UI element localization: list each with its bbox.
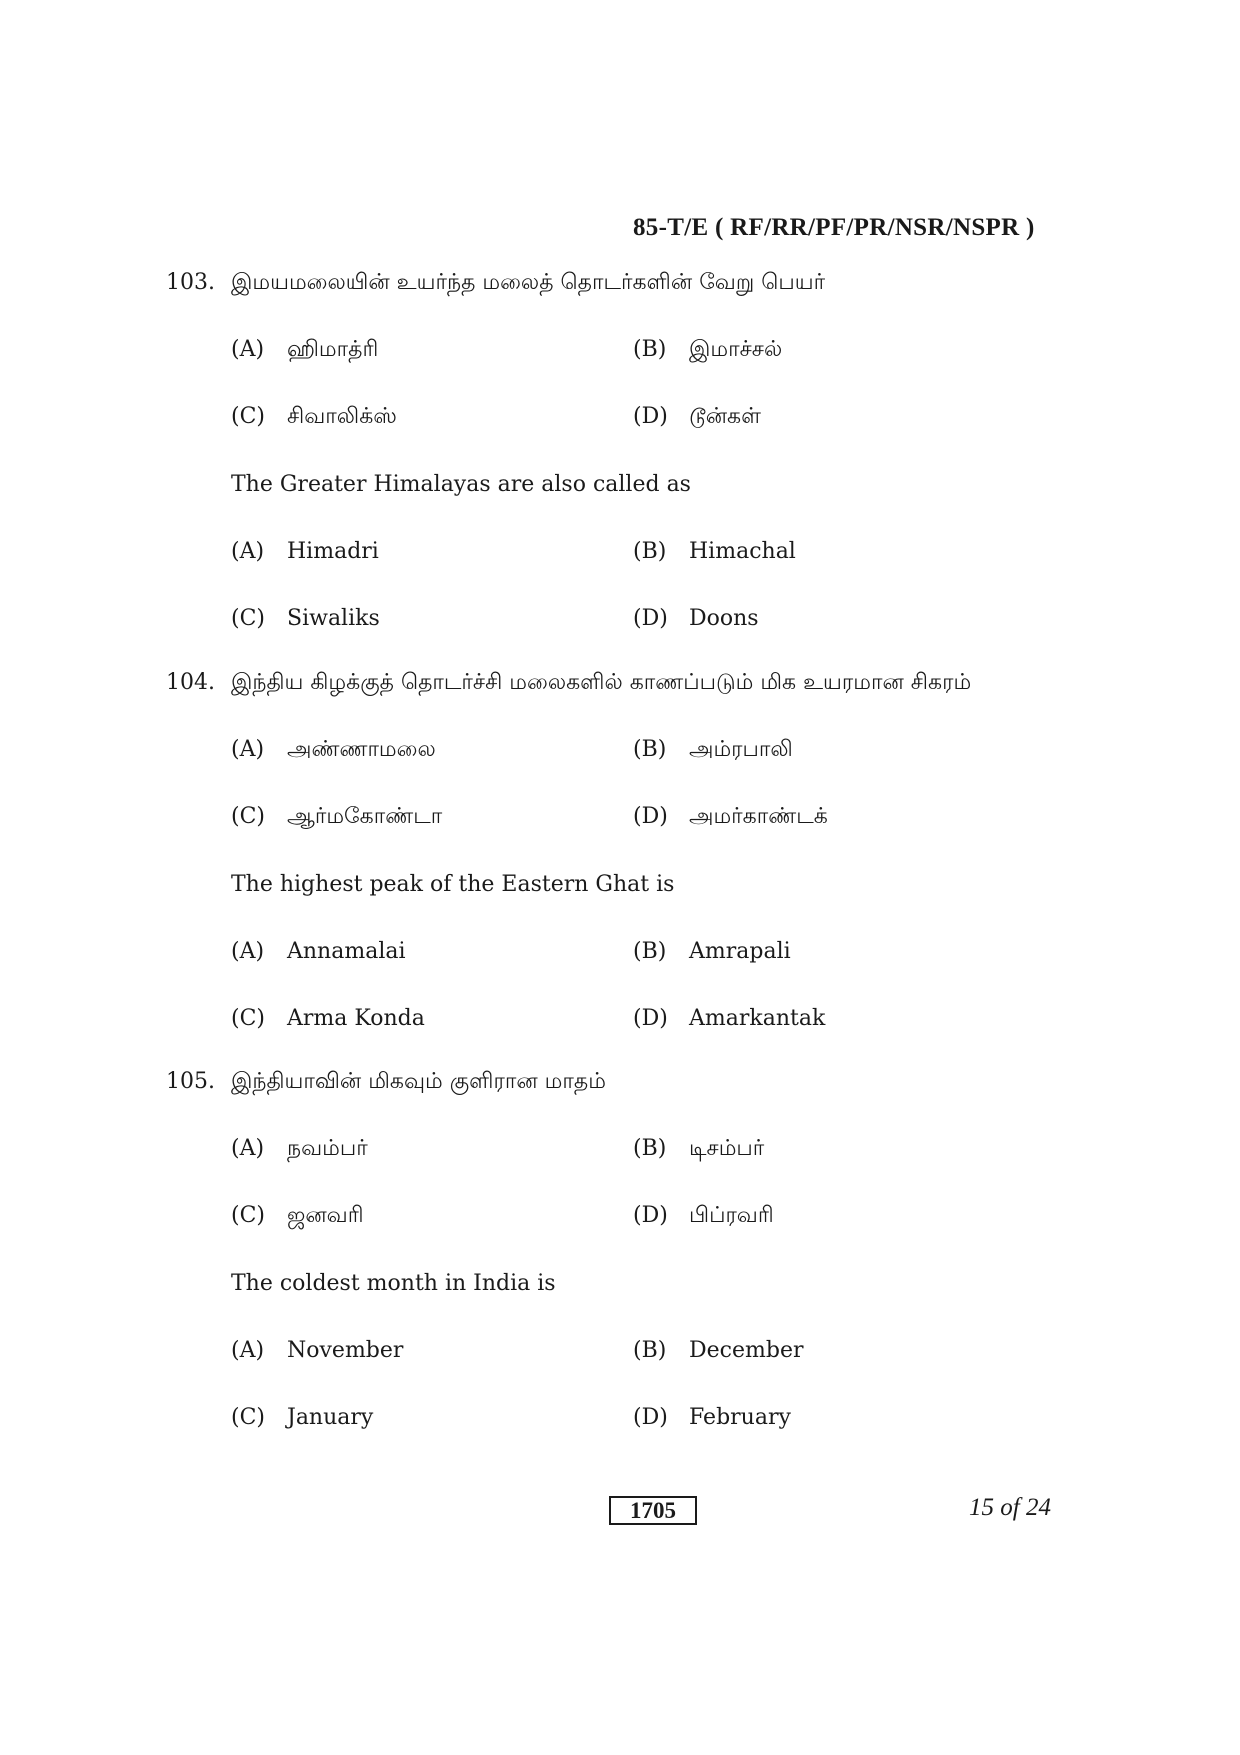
question-text-english: The Greater Himalayas are also called as <box>231 472 691 497</box>
option-text-english: Amarkantak <box>689 1006 826 1031</box>
option-label: (C) <box>231 1405 265 1430</box>
option-text-english: Himadri <box>287 539 379 564</box>
option-text-tamil: டிசம்பர் <box>689 1136 765 1161</box>
question-text-english: The highest peak of the Eastern Ghat is <box>231 872 675 897</box>
paper-code: 85-T/E ( RF/RR/PF/PR/NSR/NSPR ) <box>633 214 1035 241</box>
question-number: 104. <box>166 670 215 695</box>
option-text-tamil: பிப்ரவரி <box>689 1203 774 1228</box>
option-text-tamil: ஜனவரி <box>287 1203 364 1228</box>
option-label: (C) <box>231 804 265 829</box>
option-text-tamil: அமர்காண்டக் <box>689 804 828 829</box>
option-text-tamil: அண்ணாமலை <box>287 737 436 762</box>
question-text-tamil: இந்திய கிழக்குத் தொடர்ச்சி மலைகளில் காணப்படும் மிக உயரமான சிகரம் <box>231 670 972 695</box>
option-label: (D) <box>633 804 668 829</box>
option-label: (D) <box>633 1006 668 1031</box>
option-label: (A) <box>231 539 265 564</box>
option-text-english: Amrapali <box>689 939 791 964</box>
option-text-tamil: டூன்கள் <box>689 404 761 429</box>
option-text-english: Annamalai <box>287 939 406 964</box>
option-text-english: Arma Konda <box>287 1006 425 1031</box>
option-text-tamil: சிவாலிக்ஸ் <box>287 404 397 429</box>
option-label: (D) <box>633 1405 668 1430</box>
option-text-english: December <box>689 1338 804 1363</box>
question-text-tamil: இந்தியாவின் மிகவும் குளிரான மாதம் <box>231 1069 606 1094</box>
option-label: (B) <box>633 337 667 362</box>
option-text-english: November <box>287 1338 404 1363</box>
option-label: (A) <box>231 1136 265 1161</box>
option-text-tamil: நவம்பர் <box>287 1136 368 1161</box>
option-text-english: Doons <box>689 606 759 631</box>
question-text-english: The coldest month in India is <box>231 1271 556 1296</box>
booklet-code: 1705 <box>609 1496 697 1525</box>
option-label: (C) <box>231 1006 265 1031</box>
option-text-english: Siwaliks <box>287 606 380 631</box>
question-number: 103. <box>166 270 215 295</box>
option-label: (B) <box>633 1136 667 1161</box>
option-label: (D) <box>633 606 668 631</box>
option-label: (B) <box>633 539 667 564</box>
option-label: (D) <box>633 1203 668 1228</box>
option-label: (B) <box>633 939 667 964</box>
option-label: (A) <box>231 939 265 964</box>
option-text-tamil: அம்ரபாலி <box>689 737 793 762</box>
option-text-tamil: ஆர்மகோண்டா <box>287 804 443 829</box>
question-text-tamil: இமயமலையின் உயர்ந்த மலைத் தொடர்களின் வேறு பெயர் <box>231 270 826 295</box>
option-text-english: February <box>689 1405 791 1430</box>
option-text-english: January <box>287 1405 374 1430</box>
option-label: (A) <box>231 1338 265 1363</box>
option-label: (C) <box>231 404 265 429</box>
option-label: (B) <box>633 1338 667 1363</box>
option-label: (A) <box>231 337 265 362</box>
option-text-english: Himachal <box>689 539 796 564</box>
option-label: (B) <box>633 737 667 762</box>
option-label: (D) <box>633 404 668 429</box>
option-label: (C) <box>231 606 265 631</box>
option-label: (A) <box>231 737 265 762</box>
page-number: 15 of 24 <box>969 1494 1051 1521</box>
option-label: (C) <box>231 1203 265 1228</box>
question-number: 105. <box>166 1069 215 1094</box>
option-text-tamil: இமாச்சல் <box>689 337 783 362</box>
option-text-tamil: ஹிமாத்ரி <box>287 337 379 362</box>
